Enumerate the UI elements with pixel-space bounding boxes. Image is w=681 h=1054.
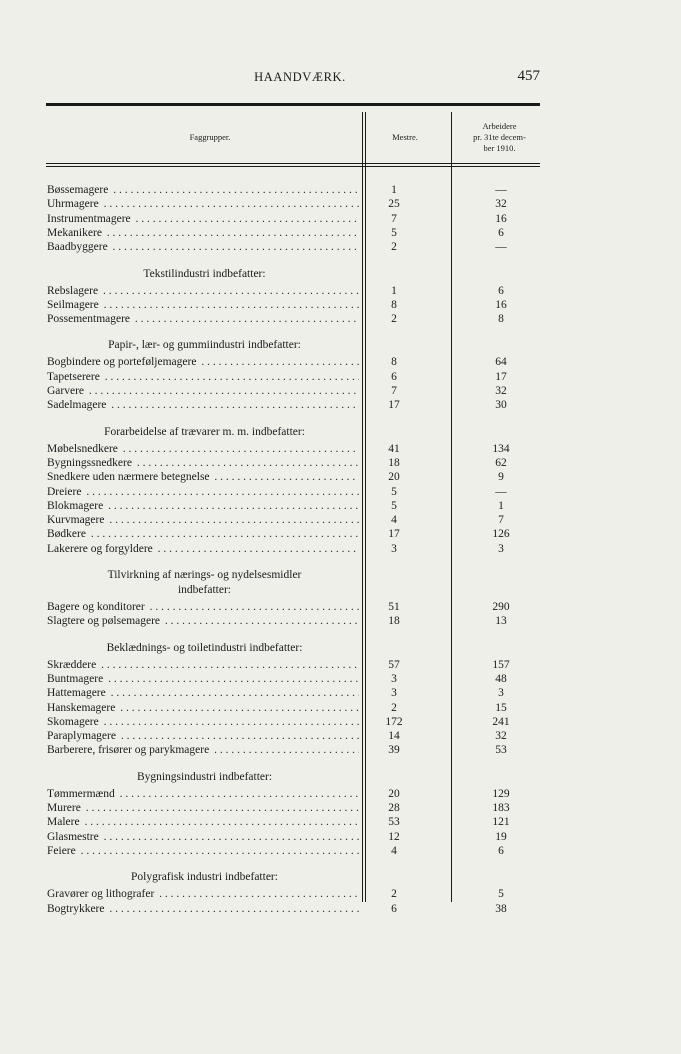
workers-header-line2: pr. 31te decem- (473, 132, 526, 142)
craft-label (47, 542, 359, 556)
craft-label-text: Bøssemagere (47, 184, 109, 196)
running-title: HAANDVÆRK. (254, 70, 346, 84)
masters-value: 1 (391, 184, 397, 196)
masters-value: 172 (385, 715, 403, 728)
craft-label (47, 240, 359, 254)
craft-label-text: Instrumentmagere (47, 212, 131, 225)
workers-value: 9 (498, 471, 504, 484)
masters-value: 14 (388, 730, 400, 743)
section-heading: Tilvirkning af nærings- og nydelsesmidler (107, 569, 302, 581)
craft-label-text: Snedkere uden nærmere betegnelse (47, 471, 210, 484)
craft-label-text: Seilmagere (47, 298, 99, 311)
workers-value: 290 (492, 601, 510, 613)
masters-value: 7 (391, 385, 397, 397)
craft-label (47, 298, 359, 312)
craft-label (47, 370, 359, 384)
craft-label (47, 442, 359, 456)
craft-label-text: Bogtrykkere (47, 902, 105, 915)
craft-label (47, 456, 359, 470)
craft-label-text: Hanskemagere (47, 701, 116, 714)
craft-label-text: Sadelmagere (47, 399, 107, 412)
masters-value: 3 (391, 687, 397, 700)
craft-label-text: Tømmermænd (47, 787, 115, 800)
craft-label (47, 312, 359, 326)
masters-value: 4 (391, 514, 397, 527)
workers-value: 17 (495, 370, 507, 383)
craft-label-text: Møbelsnedkere (47, 442, 118, 455)
masters-value: 6 (391, 902, 397, 915)
workers-value: 134 (492, 442, 510, 455)
masters-value: 57 (388, 658, 400, 671)
craft-label-text: Glasmestre (47, 830, 99, 843)
craft-label-text: Malere (47, 816, 80, 829)
craft-label-text: Feiere (47, 844, 76, 857)
workers-value: 8 (498, 313, 504, 326)
masters-value: 18 (388, 456, 400, 469)
craft-label (47, 729, 359, 743)
masters-value: 28 (388, 802, 400, 814)
craft-label-text: Buntmagere (47, 672, 104, 685)
column-divider-right (451, 112, 452, 902)
masters-value: 2 (391, 241, 397, 254)
column-header-masters: Mestre. (392, 132, 418, 142)
workers-value: — (495, 485, 507, 498)
workers-value: 32 (495, 385, 507, 397)
craft-label-text: Skomagere (47, 715, 99, 728)
craft-label-text: Uhrmagere (47, 198, 99, 211)
masters-value: 18 (388, 615, 400, 628)
column-header-group: Faggrupper. (189, 132, 231, 142)
workers-value: 16 (495, 298, 507, 311)
craft-label (47, 197, 359, 211)
workers-value: 7 (498, 514, 504, 527)
masters-value: 6 (391, 370, 397, 383)
workers-value: 32 (495, 198, 507, 211)
masters-value: 2 (391, 701, 397, 714)
craft-label-text: Paraplymagere (47, 730, 116, 743)
craft-label-text: Barberere, frisører og parykmagere (47, 744, 210, 757)
craft-label (47, 672, 359, 686)
craft-label-text: Garvere (47, 385, 85, 397)
craft-label-text: Hattemagere (47, 687, 106, 700)
craft-label (47, 902, 359, 916)
craft-label (47, 470, 359, 484)
craft-label (47, 715, 359, 729)
top-rule (46, 103, 540, 106)
craft-label-text: Possementmagere (47, 313, 131, 326)
column-header-workers (452, 121, 547, 154)
craft-label (47, 600, 359, 614)
masters-value: 3 (391, 672, 397, 685)
workers-value: 6 (498, 844, 504, 857)
craft-label-text: Dreiere (47, 485, 82, 498)
workers-value: 3 (498, 687, 504, 700)
masters-value: 51 (388, 601, 400, 613)
workers-value: 16 (495, 212, 507, 225)
craft-label (47, 686, 359, 700)
workers-value: 19 (495, 830, 507, 843)
craft-label-text: Bagere og konditorer (47, 601, 145, 613)
workers-value: 6 (498, 226, 504, 239)
workers-header-line1: Arbeidere (482, 121, 517, 131)
workers-value: 6 (498, 284, 504, 297)
workers-value: 38 (495, 902, 507, 915)
workers-value: — (495, 241, 507, 254)
workers-value: 53 (495, 744, 507, 757)
masters-value: 8 (391, 356, 397, 369)
craft-label (47, 815, 359, 829)
section-heading: Polygrafisk industri indbefatter: (131, 871, 278, 884)
masters-value: 20 (388, 471, 400, 484)
craft-label-text: Mekanikere (47, 226, 102, 239)
section-heading: Tekstilindustri indbefatter: (143, 267, 266, 280)
craft-label (47, 743, 359, 757)
craft-label-text: Lakerere og forgyldere (47, 542, 153, 555)
craft-label (47, 887, 359, 901)
masters-value: 39 (388, 744, 400, 757)
craft-label-text: Bygningssnedkere (47, 456, 132, 469)
craft-label (47, 787, 359, 801)
craft-label-text: Skræddere (47, 658, 97, 671)
craft-label-text: Murere (47, 802, 81, 814)
workers-value: 5 (498, 888, 504, 901)
craft-label (47, 355, 359, 369)
craft-label (47, 212, 359, 226)
workers-value: 64 (495, 356, 507, 369)
masters-value: 17 (388, 399, 400, 412)
section-heading: Beklædnings- og toiletindustri indbefatter: (106, 641, 303, 654)
craft-label (47, 485, 359, 499)
workers-value: 48 (495, 672, 507, 685)
workers-value: 157 (492, 658, 510, 671)
craft-label-text: Kurvmagere (47, 514, 105, 527)
craft-label-text: Bogbindere og porteføljemagere (47, 356, 197, 369)
masters-value: 2 (391, 888, 397, 901)
masters-value: 20 (388, 787, 400, 800)
craft-label (47, 499, 359, 513)
craft-label-text: Bødkere (47, 528, 86, 541)
section-heading: Bygningsindustri indbefatter: (136, 770, 273, 783)
workers-value: 32 (495, 730, 507, 743)
craft-label (47, 226, 359, 240)
masters-value: 2 (391, 313, 397, 326)
workers-value: 1 (498, 499, 504, 512)
masters-value: 3 (391, 542, 397, 555)
masters-value: 5 (391, 499, 397, 512)
masters-value: 5 (391, 226, 397, 239)
craft-label (47, 844, 359, 858)
craft-label (47, 801, 359, 815)
craft-label (47, 614, 359, 628)
craft-label (47, 658, 359, 672)
masters-value: 12 (388, 830, 400, 843)
workers-value: 15 (495, 701, 507, 714)
craft-label (47, 183, 359, 197)
section-heading: Papir-, lær- og gummiindustri indbefatter: (108, 339, 301, 352)
workers-value: 3 (498, 542, 504, 555)
craft-label-text: Tapetserere (47, 370, 100, 383)
section-heading-cont: indbefatter: (177, 584, 231, 596)
header-rule-1 (46, 163, 540, 164)
craft-label-text: Slagtere og pølsemagere (47, 615, 161, 628)
workers-value: 241 (492, 715, 510, 728)
masters-value: 17 (388, 528, 400, 541)
craft-label (47, 384, 359, 398)
craft-label (47, 513, 359, 527)
masters-value: 53 (388, 816, 400, 829)
craft-label (47, 701, 359, 715)
craft-label (47, 830, 359, 844)
masters-value: 8 (391, 298, 397, 311)
workers-value: — (495, 184, 507, 196)
masters-value: 7 (391, 212, 397, 225)
workers-header-line3: ber 1910. (483, 143, 516, 153)
craft-label-text: Rebslagere (47, 284, 99, 297)
workers-value: 121 (492, 816, 510, 829)
page-number: 457 (517, 68, 540, 84)
workers-value: 129 (492, 787, 510, 800)
masters-value: 1 (391, 284, 397, 297)
masters-value: 41 (388, 442, 400, 455)
masters-value: 5 (391, 485, 397, 498)
craft-label-text: Blokmagere (47, 499, 104, 512)
craft-label-text: Gravører og lithografer (47, 888, 155, 901)
craft-label (47, 398, 359, 412)
workers-value: 62 (495, 456, 507, 469)
workers-value: 183 (492, 802, 510, 814)
section-heading: Forarbeidelse af trævarer m. m. indbefatter: (104, 425, 305, 438)
workers-value: 126 (492, 528, 510, 541)
workers-value: 30 (495, 399, 507, 412)
workers-value: 13 (495, 615, 507, 628)
masters-value: 25 (388, 198, 400, 211)
craft-label (47, 284, 359, 298)
header-rule-2 (46, 166, 540, 167)
masters-value: 4 (391, 844, 397, 857)
craft-label-text: Baadbyggere (47, 241, 108, 254)
craft-label (47, 527, 359, 541)
